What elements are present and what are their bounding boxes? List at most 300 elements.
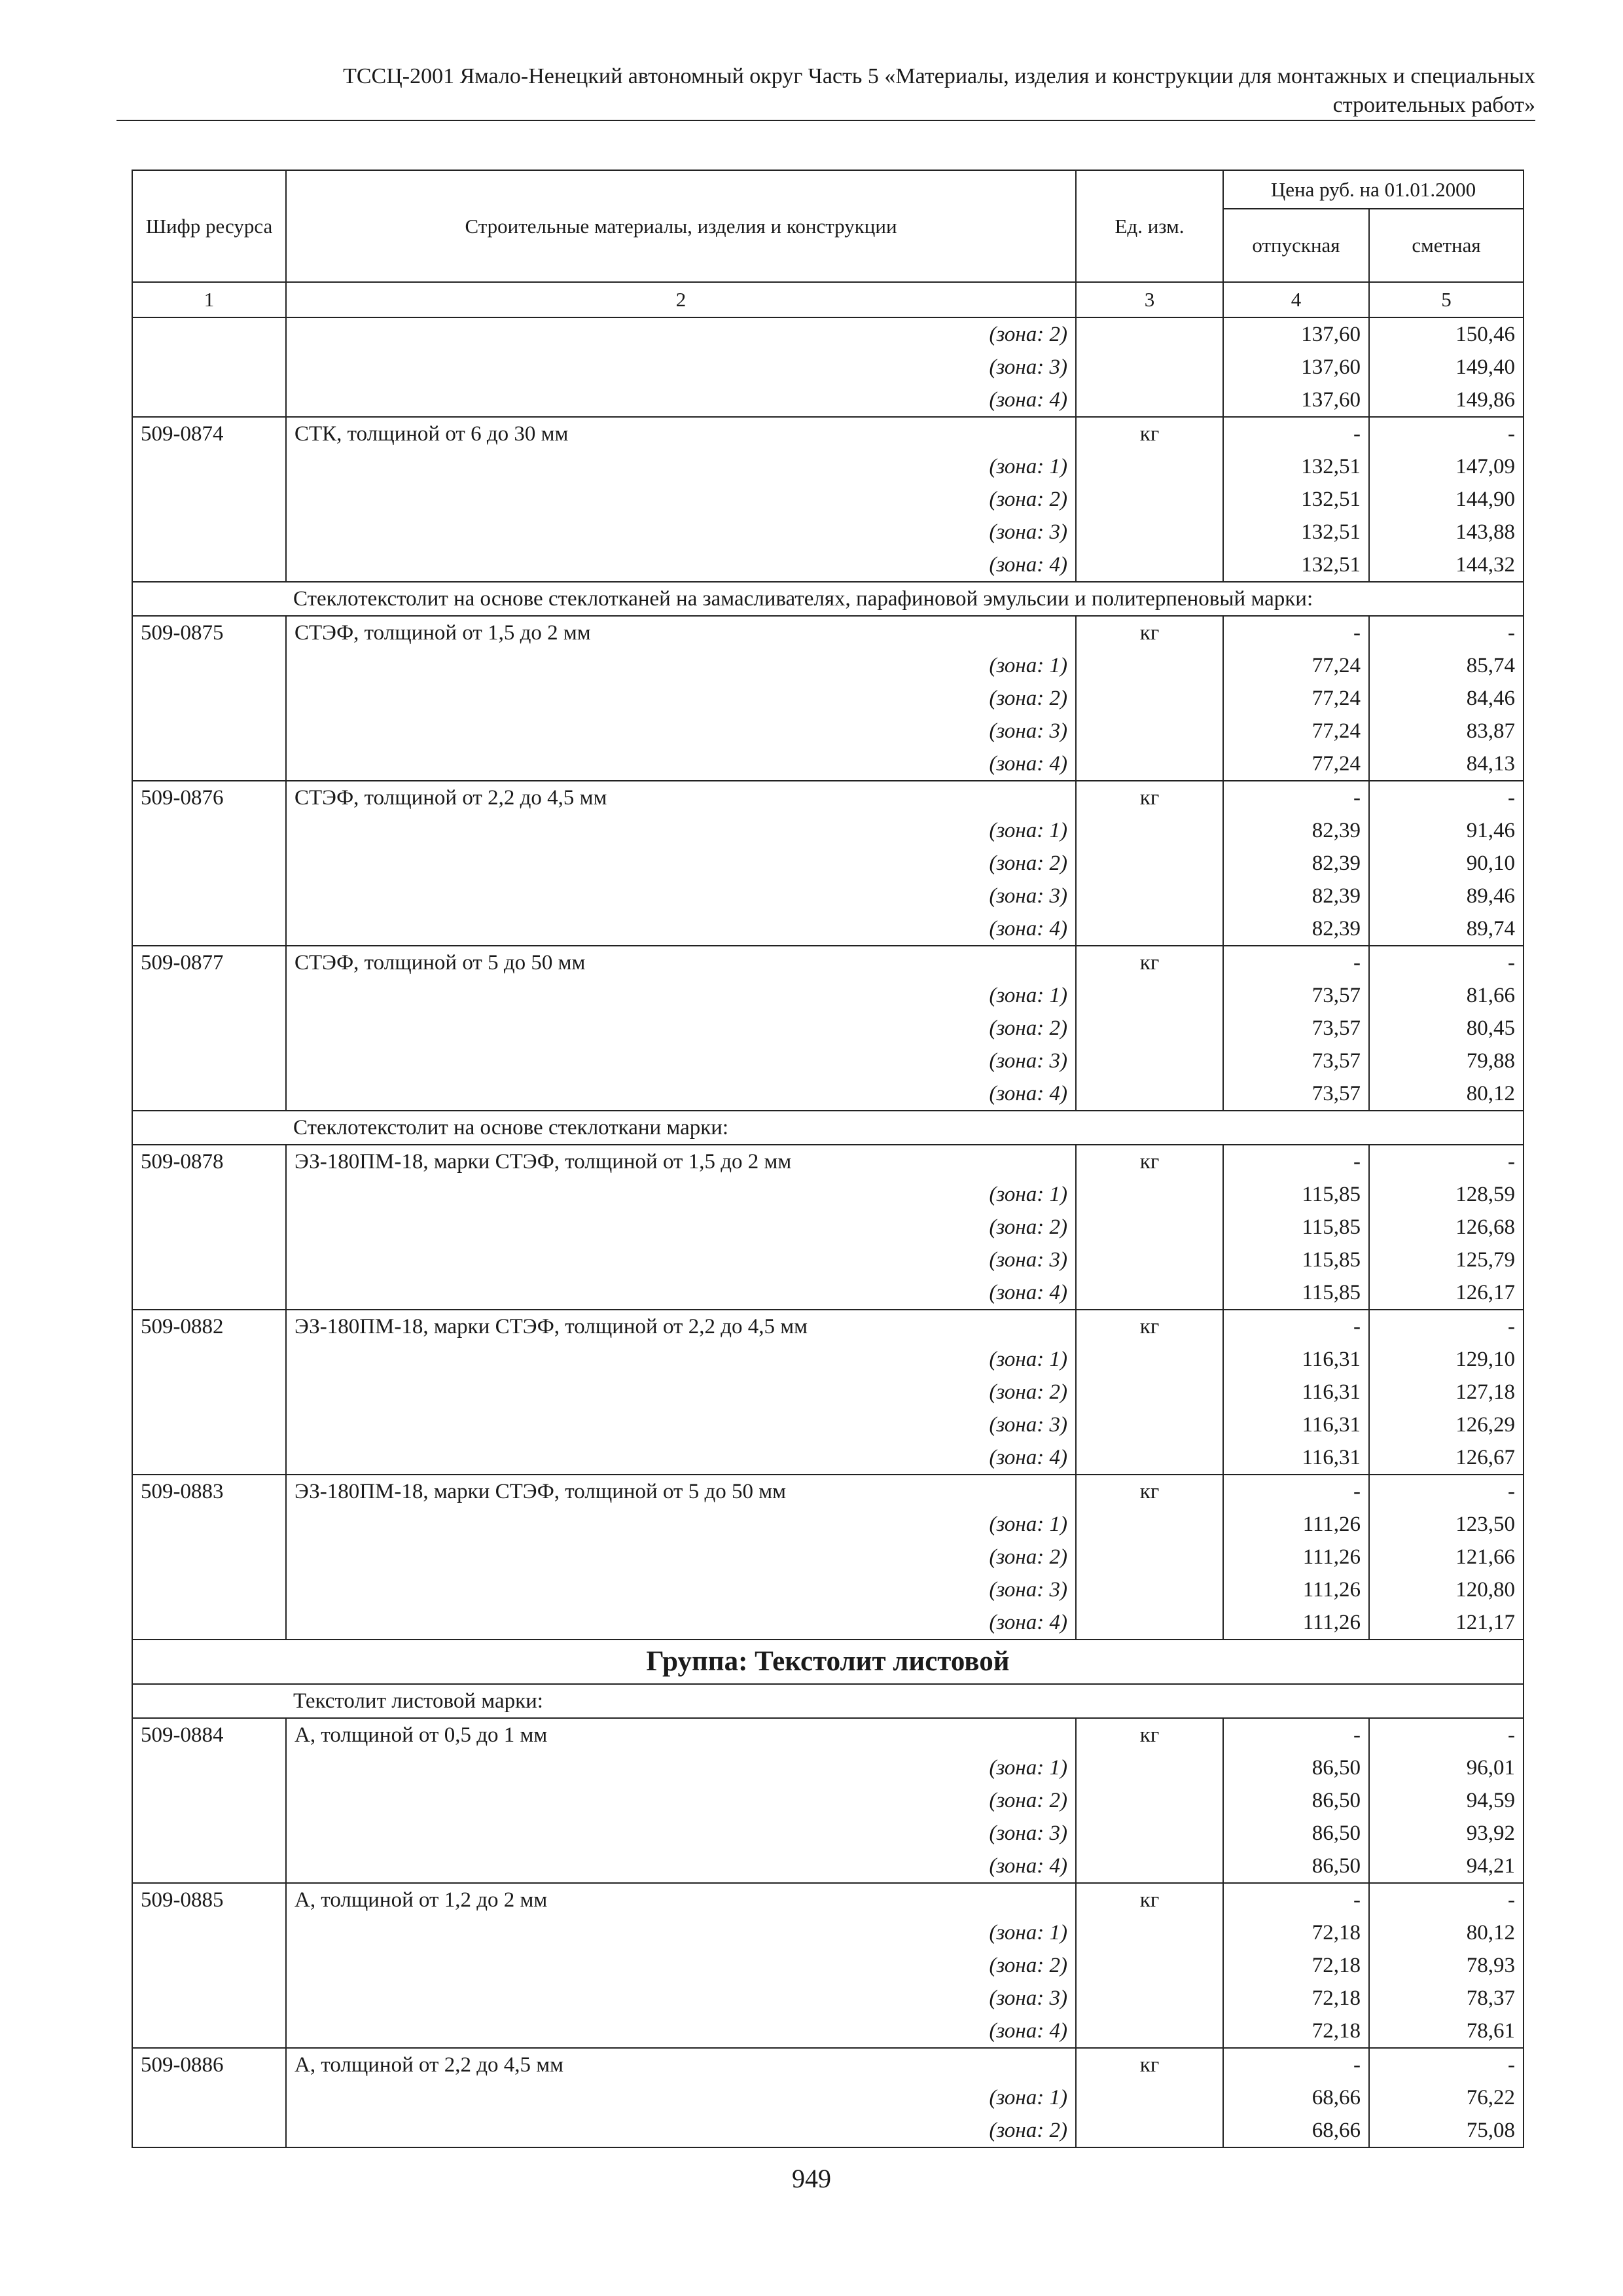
- zone-row: [132, 483, 1524, 516]
- resource-code: 509-0877: [132, 946, 286, 979]
- resource-code: [132, 1343, 286, 1376]
- unit: [1076, 682, 1223, 715]
- zone-label: (зона: 1): [286, 979, 1076, 1012]
- release-price: -: [1223, 781, 1369, 814]
- section-heading-row: [132, 1111, 1524, 1145]
- release-price: 111,26: [1223, 1606, 1369, 1640]
- estimate-price: -: [1369, 1475, 1524, 1508]
- unit: [1076, 351, 1223, 384]
- unit: [1076, 516, 1223, 548]
- estimate-price: 85,74: [1369, 649, 1524, 682]
- unit: кг: [1076, 1718, 1223, 1751]
- release-price: -: [1223, 1145, 1369, 1178]
- resource-code: [132, 483, 286, 516]
- unit: [1076, 847, 1223, 880]
- zone-label: (зона: 3): [286, 880, 1076, 912]
- resource-code: [132, 1012, 286, 1045]
- resource-code: [132, 847, 286, 880]
- resource-row: [132, 1145, 1524, 1178]
- zone-label: (зона: 4): [286, 1077, 1076, 1111]
- column-number: 3: [1076, 282, 1223, 317]
- estimate-price: 96,01: [1369, 1751, 1524, 1784]
- unit: кг: [1076, 946, 1223, 979]
- release-price: 132,51: [1223, 450, 1369, 483]
- unit: [1076, 747, 1223, 781]
- release-price: 77,24: [1223, 649, 1369, 682]
- resource-row: [132, 946, 1524, 979]
- unit: [1076, 1751, 1223, 1784]
- estimate-price: 126,68: [1369, 1211, 1524, 1244]
- resource-row: [132, 616, 1524, 649]
- release-price: -: [1223, 1718, 1369, 1751]
- resource-code: [132, 384, 286, 417]
- estimate-price: 90,10: [1369, 847, 1524, 880]
- estimate-price: 78,37: [1369, 1982, 1524, 2015]
- zone-row: [132, 1541, 1524, 1573]
- zone-label: (зона: 1): [286, 2081, 1076, 2114]
- estimate-price: 79,88: [1369, 1045, 1524, 1077]
- zone-row: [132, 516, 1524, 548]
- release-price: 82,39: [1223, 847, 1369, 880]
- unit: кг: [1076, 1310, 1223, 1343]
- resource-name: СТЭФ, толщиной от 5 до 50 мм: [286, 946, 1076, 979]
- zone-label: (зона: 2): [286, 1012, 1076, 1045]
- resource-code: [132, 1077, 286, 1111]
- resource-code: [132, 1441, 286, 1475]
- estimate-price: -: [1369, 1145, 1524, 1178]
- unit: [1076, 715, 1223, 747]
- resource-row: [132, 1718, 1524, 1751]
- zone-label: (зона: 3): [286, 715, 1076, 747]
- zone-label: (зона: 4): [286, 747, 1076, 781]
- resource-name: А, толщиной от 2,2 до 4,5 мм: [286, 2048, 1076, 2081]
- zone-label: (зона: 1): [286, 1343, 1076, 1376]
- unit: [1076, 2015, 1223, 2048]
- resource-code: [132, 1817, 286, 1850]
- resource-code: [132, 814, 286, 847]
- resource-code: [132, 2015, 286, 2048]
- unit: [1076, 880, 1223, 912]
- estimate-price: 80,12: [1369, 1916, 1524, 1949]
- estimate-price: -: [1369, 1718, 1524, 1751]
- resource-code: [132, 548, 286, 582]
- unit: [1076, 1211, 1223, 1244]
- estimate-price: 144,32: [1369, 548, 1524, 582]
- unit: [1076, 1276, 1223, 1310]
- column-header-name: Строительные материалы, изделия и конструкции: [286, 170, 1076, 282]
- unit: кг: [1076, 1883, 1223, 1916]
- zone-row: [132, 1949, 1524, 1982]
- release-price: 68,66: [1223, 2114, 1369, 2147]
- resource-row: [132, 1883, 1524, 1916]
- zone-row: [132, 317, 1524, 351]
- zone-label: (зона: 4): [286, 1276, 1076, 1310]
- unit: кг: [1076, 2048, 1223, 2081]
- unit: кг: [1076, 1145, 1223, 1178]
- release-price: 86,50: [1223, 1850, 1369, 1883]
- release-price: 73,57: [1223, 1012, 1369, 1045]
- resource-code: 509-0874: [132, 417, 286, 450]
- zone-row: [132, 1077, 1524, 1111]
- resource-code: [132, 1276, 286, 1310]
- zone-label: (зона: 4): [286, 1441, 1076, 1475]
- estimate-price: -: [1369, 781, 1524, 814]
- section-heading: Стеклотекстолит на основе стеклоткани марки:: [132, 1111, 1524, 1145]
- estimate-price: 80,45: [1369, 1012, 1524, 1045]
- release-price: 116,31: [1223, 1441, 1369, 1475]
- resource-code: [132, 450, 286, 483]
- zone-row: [132, 2015, 1524, 2048]
- release-price: 116,31: [1223, 1343, 1369, 1376]
- unit: [1076, 1343, 1223, 1376]
- zone-row: [132, 1982, 1524, 2015]
- unit: [1076, 1045, 1223, 1077]
- zone-row: [132, 1376, 1524, 1408]
- zone-label: (зона: 4): [286, 384, 1076, 417]
- release-price: 86,50: [1223, 1784, 1369, 1817]
- page-number: 949: [792, 2164, 831, 2193]
- section-heading-row: [132, 582, 1524, 616]
- zone-label: (зона: 2): [286, 483, 1076, 516]
- zone-row: [132, 682, 1524, 715]
- resource-row: [132, 781, 1524, 814]
- release-price: -: [1223, 616, 1369, 649]
- zone-label: (зона: 1): [286, 1178, 1076, 1211]
- unit: [1076, 1949, 1223, 1982]
- zone-label: (зона: 1): [286, 1508, 1076, 1541]
- release-price: 111,26: [1223, 1573, 1369, 1606]
- zone-row: [132, 814, 1524, 847]
- resource-code: [132, 1784, 286, 1817]
- unit: [1076, 1376, 1223, 1408]
- zone-label: (зона: 4): [286, 1606, 1076, 1640]
- resource-code: [132, 1244, 286, 1276]
- resource-code: 509-0886: [132, 2048, 286, 2081]
- resource-name: СТЭФ, толщиной от 1,5 до 2 мм: [286, 616, 1076, 649]
- running-header-line-1: ТССЦ-2001 Ямало-Ненецкий автономный округ Часть 5 «Материалы, изделия и конструкции для монтажных и специальных: [343, 64, 1535, 88]
- unit: [1076, 1178, 1223, 1211]
- estimate-price: 80,12: [1369, 1077, 1524, 1111]
- resource-code: [132, 317, 286, 351]
- release-price: 86,50: [1223, 1817, 1369, 1850]
- unit: [1076, 1441, 1223, 1475]
- release-price: -: [1223, 1475, 1369, 1508]
- estimate-price: 143,88: [1369, 516, 1524, 548]
- estimate-price: 126,17: [1369, 1276, 1524, 1310]
- zone-row: [132, 747, 1524, 781]
- estimate-price: 83,87: [1369, 715, 1524, 747]
- release-price: 73,57: [1223, 979, 1369, 1012]
- zone-row: [132, 1916, 1524, 1949]
- unit: кг: [1076, 781, 1223, 814]
- zone-row: [132, 1178, 1524, 1211]
- release-price: 132,51: [1223, 516, 1369, 548]
- zone-label: (зона: 2): [286, 682, 1076, 715]
- zone-row: [132, 847, 1524, 880]
- resource-code: [132, 682, 286, 715]
- zone-label: (зона: 2): [286, 847, 1076, 880]
- zone-row: [132, 880, 1524, 912]
- zone-label: (зона: 2): [286, 1211, 1076, 1244]
- zone-row: [132, 979, 1524, 1012]
- release-price: 132,51: [1223, 548, 1369, 582]
- unit: [1076, 1916, 1223, 1949]
- group-heading: Группа: Текстолит листовой: [132, 1640, 1524, 1684]
- estimate-price: -: [1369, 417, 1524, 450]
- unit: [1076, 2114, 1223, 2147]
- release-price: 72,18: [1223, 1949, 1369, 1982]
- estimate-price: 127,18: [1369, 1376, 1524, 1408]
- zone-label: (зона: 2): [286, 2114, 1076, 2147]
- zone-row: [132, 384, 1524, 417]
- price-table: [132, 170, 1524, 2148]
- estimate-price: 129,10: [1369, 1343, 1524, 1376]
- unit: [1076, 1606, 1223, 1640]
- release-price: 137,60: [1223, 351, 1369, 384]
- unit: [1076, 1982, 1223, 2015]
- release-price: 73,57: [1223, 1045, 1369, 1077]
- zone-label: (зона: 2): [286, 317, 1076, 351]
- zone-label: (зона: 1): [286, 1916, 1076, 1949]
- zone-row: [132, 1408, 1524, 1441]
- release-price: 115,85: [1223, 1276, 1369, 1310]
- zone-row: [132, 1045, 1524, 1077]
- release-price: 72,18: [1223, 1916, 1369, 1949]
- unit: кг: [1076, 417, 1223, 450]
- release-price: 77,24: [1223, 682, 1369, 715]
- zone-label: (зона: 3): [286, 516, 1076, 548]
- estimate-price: 94,59: [1369, 1784, 1524, 1817]
- resource-code: [132, 1045, 286, 1077]
- resource-code: 509-0876: [132, 781, 286, 814]
- zone-row: [132, 1276, 1524, 1310]
- resource-row: [132, 1475, 1524, 1508]
- resource-code: [132, 880, 286, 912]
- estimate-price: 128,59: [1369, 1178, 1524, 1211]
- resource-code: [132, 1916, 286, 1949]
- zone-label: (зона: 4): [286, 912, 1076, 946]
- estimate-price: 89,46: [1369, 880, 1524, 912]
- column-header-estimate-price: сметная: [1369, 209, 1524, 282]
- zone-row: [132, 1441, 1524, 1475]
- unit: [1076, 1850, 1223, 1883]
- zone-label: (зона: 1): [286, 450, 1076, 483]
- unit: [1076, 1541, 1223, 1573]
- zone-label: (зона: 2): [286, 1949, 1076, 1982]
- resource-code: [132, 1541, 286, 1573]
- zone-label: (зона: 2): [286, 1784, 1076, 1817]
- resource-code: [132, 715, 286, 747]
- unit: [1076, 1012, 1223, 1045]
- section-heading: Текстолит листовой марки:: [132, 1684, 1524, 1718]
- unit: [1076, 450, 1223, 483]
- resource-name: А, толщиной от 0,5 до 1 мм: [286, 1718, 1076, 1751]
- estimate-price: -: [1369, 616, 1524, 649]
- estimate-price: 121,17: [1369, 1606, 1524, 1640]
- release-price: 82,39: [1223, 880, 1369, 912]
- resource-code: [132, 1178, 286, 1211]
- unit: [1076, 548, 1223, 582]
- column-number: 4: [1223, 282, 1369, 317]
- estimate-price: 81,66: [1369, 979, 1524, 1012]
- release-price: 115,85: [1223, 1244, 1369, 1276]
- resource-row: [132, 2048, 1524, 2081]
- release-price: 111,26: [1223, 1508, 1369, 1541]
- zone-row: [132, 1012, 1524, 1045]
- unit: [1076, 1244, 1223, 1276]
- zone-row: [132, 1817, 1524, 1850]
- resource-name: ЭЗ-180ПМ-18, марки СТЭФ, толщиной от 1,5 до 2 мм: [286, 1145, 1076, 1178]
- column-number: 5: [1369, 282, 1524, 317]
- estimate-price: 94,21: [1369, 1850, 1524, 1883]
- estimate-price: 149,40: [1369, 351, 1524, 384]
- release-price: 137,60: [1223, 384, 1369, 417]
- estimate-price: 125,79: [1369, 1244, 1524, 1276]
- unit: [1076, 814, 1223, 847]
- zone-row: [132, 2114, 1524, 2147]
- unit: [1076, 1573, 1223, 1606]
- unit: [1076, 317, 1223, 351]
- estimate-price: -: [1369, 946, 1524, 979]
- estimate-price: -: [1369, 2048, 1524, 2081]
- release-price: -: [1223, 1883, 1369, 1916]
- zone-row: [132, 450, 1524, 483]
- unit: [1076, 1508, 1223, 1541]
- unit: кг: [1076, 616, 1223, 649]
- release-price: 116,31: [1223, 1408, 1369, 1441]
- zone-row: [132, 912, 1524, 946]
- estimate-price: 121,66: [1369, 1541, 1524, 1573]
- unit: [1076, 384, 1223, 417]
- zone-label: (зона: 3): [286, 1244, 1076, 1276]
- section-heading: Стеклотекстолит на основе стеклотканей на замасливателях, парафиновой эмульсии и политерпеновый марки:: [132, 582, 1524, 616]
- zone-label: (зона: 3): [286, 1817, 1076, 1850]
- zone-label: (зона: 1): [286, 1751, 1076, 1784]
- section-heading-row: [132, 1684, 1524, 1718]
- estimate-price: 84,13: [1369, 747, 1524, 781]
- unit: [1076, 649, 1223, 682]
- zone-row: [132, 1606, 1524, 1640]
- zone-row: [132, 715, 1524, 747]
- resource-code: 509-0878: [132, 1145, 286, 1178]
- zone-label: (зона: 1): [286, 649, 1076, 682]
- zone-label: (зона: 3): [286, 1982, 1076, 2015]
- resource-code: [132, 1573, 286, 1606]
- resource-code: [132, 1408, 286, 1441]
- resource-code: 509-0875: [132, 616, 286, 649]
- zone-label: (зона: 3): [286, 1045, 1076, 1077]
- release-price: 68,66: [1223, 2081, 1369, 2114]
- zone-label: (зона: 1): [286, 814, 1076, 847]
- unit: [1076, 1817, 1223, 1850]
- estimate-price: 147,09: [1369, 450, 1524, 483]
- release-price: -: [1223, 417, 1369, 450]
- group-heading-row: [132, 1640, 1524, 1684]
- header-divider: [116, 120, 1535, 121]
- release-price: 77,24: [1223, 747, 1369, 781]
- resource-code: [132, 1211, 286, 1244]
- resource-code: [132, 2081, 286, 2114]
- resource-name: А, толщиной от 1,2 до 2 мм: [286, 1883, 1076, 1916]
- release-price: -: [1223, 2048, 1369, 2081]
- resource-code: [132, 1751, 286, 1784]
- running-header-line-2: строительных работ»: [1332, 93, 1535, 117]
- estimate-price: 75,08: [1369, 2114, 1524, 2147]
- zone-label: (зона: 2): [286, 1376, 1076, 1408]
- zone-label: (зона: 3): [286, 1408, 1076, 1441]
- release-price: -: [1223, 946, 1369, 979]
- resource-code: [132, 1508, 286, 1541]
- release-price: 132,51: [1223, 483, 1369, 516]
- estimate-price: -: [1369, 1883, 1524, 1916]
- zone-label: (зона: 2): [286, 1541, 1076, 1573]
- resource-code: [132, 1606, 286, 1640]
- release-price: 72,18: [1223, 2015, 1369, 2048]
- release-price: 115,85: [1223, 1178, 1369, 1211]
- unit: [1076, 1784, 1223, 1817]
- resource-code: 509-0885: [132, 1883, 286, 1916]
- zone-row: [132, 351, 1524, 384]
- unit: [1076, 2081, 1223, 2114]
- running-header: [116, 62, 1535, 120]
- release-price: 73,57: [1223, 1077, 1369, 1111]
- zone-label: (зона: 3): [286, 1573, 1076, 1606]
- estimate-price: 93,92: [1369, 1817, 1524, 1850]
- resource-name: ЭЗ-180ПМ-18, марки СТЭФ, толщиной от 2,2 до 4,5 мм: [286, 1310, 1076, 1343]
- resource-code: [132, 516, 286, 548]
- zone-row: [132, 1573, 1524, 1606]
- release-price: 77,24: [1223, 715, 1369, 747]
- estimate-price: 76,22: [1369, 2081, 1524, 2114]
- resource-code: [132, 1949, 286, 1982]
- estimate-price: 120,80: [1369, 1573, 1524, 1606]
- column-header-unit: Ед. изм.: [1076, 170, 1223, 282]
- resource-code: [132, 1376, 286, 1408]
- zone-label: (зона: 4): [286, 548, 1076, 582]
- release-price: 137,60: [1223, 317, 1369, 351]
- column-header-code: Шифр ресурса: [132, 170, 286, 282]
- column-number: 1: [132, 282, 286, 317]
- zone-label: (зона: 4): [286, 2015, 1076, 2048]
- zone-row: [132, 1211, 1524, 1244]
- estimate-price: 91,46: [1369, 814, 1524, 847]
- column-header-release-price: отпускная: [1223, 209, 1369, 282]
- zone-row: [132, 649, 1524, 682]
- unit: [1076, 979, 1223, 1012]
- resource-name: ЭЗ-180ПМ-18, марки СТЭФ, толщиной от 5 до 50 мм: [286, 1475, 1076, 1508]
- estimate-price: -: [1369, 1310, 1524, 1343]
- estimate-price: 89,74: [1369, 912, 1524, 946]
- unit: [1076, 912, 1223, 946]
- estimate-price: 126,29: [1369, 1408, 1524, 1441]
- estimate-price: 126,67: [1369, 1441, 1524, 1475]
- unit: [1076, 1077, 1223, 1111]
- resource-row: [132, 417, 1524, 450]
- release-price: -: [1223, 1310, 1369, 1343]
- resource-name: СТК, толщиной от 6 до 30 мм: [286, 417, 1076, 450]
- resource-code: [132, 979, 286, 1012]
- release-price: 111,26: [1223, 1541, 1369, 1573]
- unit: [1076, 483, 1223, 516]
- resource-name: СТЭФ, толщиной от 2,2 до 4,5 мм: [286, 781, 1076, 814]
- estimate-price: 149,86: [1369, 384, 1524, 417]
- zone-label: (зона: 4): [286, 1850, 1076, 1883]
- release-price: 86,50: [1223, 1751, 1369, 1784]
- resource-code: 509-0882: [132, 1310, 286, 1343]
- estimate-price: 123,50: [1369, 1508, 1524, 1541]
- zone-row: [132, 1751, 1524, 1784]
- release-price: 82,39: [1223, 814, 1369, 847]
